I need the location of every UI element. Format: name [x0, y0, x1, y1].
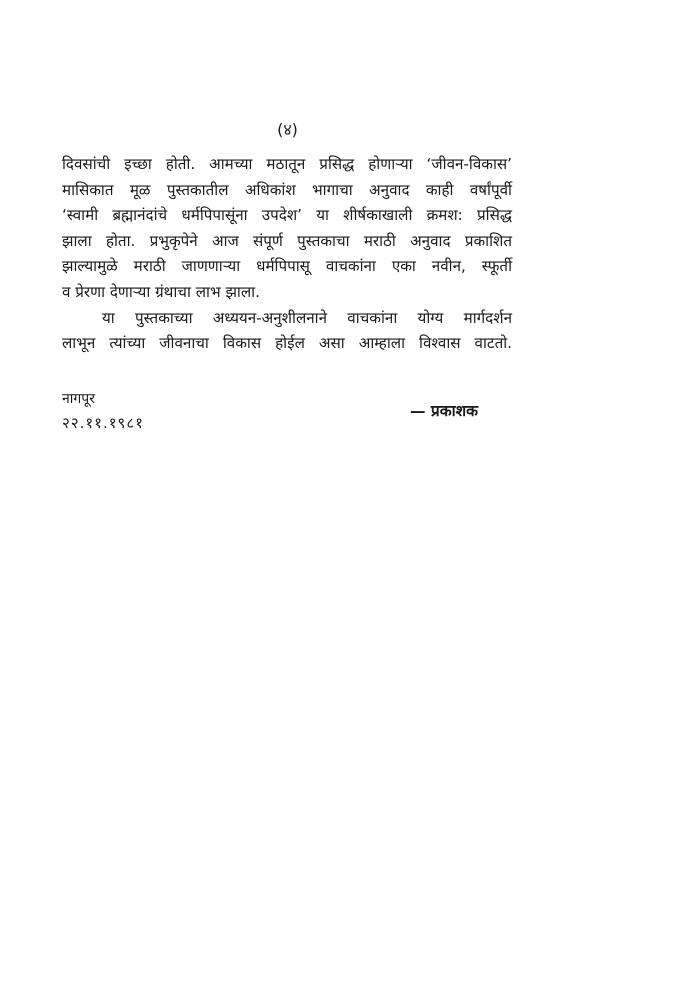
- text-line: झाल्यामुळे मराठी जाणणाऱ्या धर्मपिपासू वाचकांना एका नवीन, स्फूर्ती: [62, 257, 512, 276]
- publisher-signature: — प्रकाशक: [410, 402, 479, 420]
- page-number: (४): [277, 120, 298, 139]
- paragraph-2: [62, 306, 512, 357]
- text-line: ‘स्वामी ब्रह्मानंदांचे धर्मपिपासूंना उपदेश’ या शीर्षकाखाली क्रमश: प्रसिद्ध: [62, 206, 512, 225]
- text-line: या पुस्तकाच्या अध्ययन-अनुशीलनाने वाचकांना योग्य मार्गदर्शन: [102, 308, 512, 327]
- text-line: झाला होता. प्रभुकृपेने आज संपूर्ण पुस्तकाचा मराठी अनुवाद प्रकाशित: [62, 231, 512, 250]
- text-line: दिवसांची इच्छा होती. आमच्या मठातून प्रसिद्ध होणाऱ्या ‘जीवन-विकास’: [62, 155, 512, 173]
- text-line: लाभून त्यांच्या जीवनाचा विकास होईल असा आम्हाला विश्वास वाटतो.: [62, 334, 512, 353]
- body-text: [62, 152, 512, 357]
- text-line: व प्रेरणा देणाऱ्या ग्रंथाचा लाभ झाला.: [62, 282, 260, 301]
- text-line: मासिकात मूळ पुस्तकातील अधिकांश भागाचा अनुवाद काही वर्षांपूर्वी: [62, 180, 512, 199]
- paragraph-1: [62, 152, 512, 306]
- place-name: नागपूर: [62, 391, 95, 407]
- date: २२.११.१९८१: [62, 414, 144, 432]
